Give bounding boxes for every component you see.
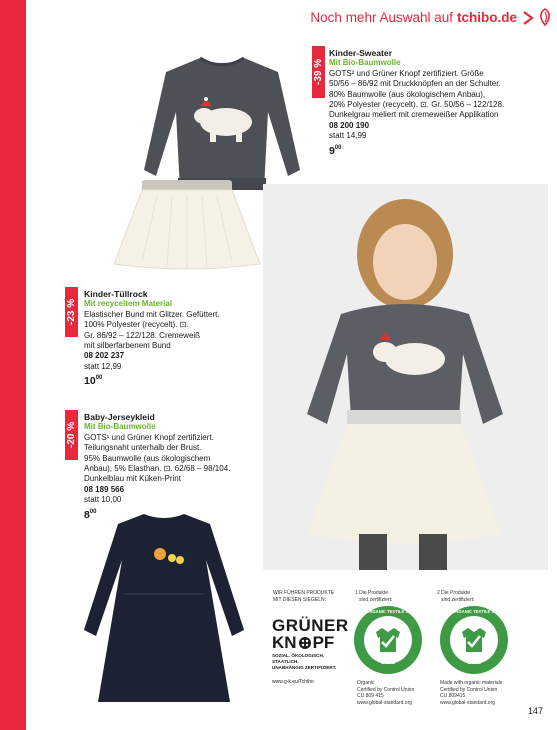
- child-model-photo: [263, 184, 548, 570]
- price-cents: 00: [89, 508, 97, 515]
- cert-foot-line: www.global-standard.org: [440, 699, 496, 706]
- product-subtitle: Mit Bio-Baumwolle: [329, 58, 401, 68]
- page-edge-bar: [0, 0, 26, 730]
- cert-foot-line: CU 809415: [440, 693, 466, 699]
- desc-line: Gr. 86/92 – 122/128. Cremeweiß: [84, 330, 201, 340]
- price: [84, 373, 264, 386]
- price-main: 9: [329, 144, 335, 157]
- certs-intro-line: WIR FÜHREN PRODUKTE: [273, 590, 335, 596]
- gots-ring-text: GLOBAL ORGANIC TEXTILE STANDARD: [347, 609, 429, 614]
- desc-line: 95% Baumwolle (aus ökologischem: [84, 453, 211, 463]
- discount-badge-skirt: -23 %: [65, 287, 78, 337]
- old-price: statt 12,99: [84, 361, 122, 371]
- certs-intro-line: MIT DIESEN SIEGELN:: [273, 596, 326, 603]
- cert-foot-line: CU 809 415: [357, 693, 384, 699]
- desc-line: 50/56 – 86/92 mit Druckknöpfen an der Schulter.: [329, 79, 501, 89]
- header-lead: Noch mehr Auswahl auf: [310, 10, 453, 25]
- discount-badge-dress: -20 %: [65, 410, 78, 460]
- gk-title-1: GRÜNER: [272, 616, 349, 635]
- price-main: 10: [84, 375, 96, 388]
- desc-line: Anbau), 5% Elasthan. ⊡. 62/68 – 98/104.: [84, 464, 231, 474]
- cert-note-line: 1 Die Produkte: [355, 590, 389, 596]
- dress-image: [80, 510, 248, 705]
- header-brand: tchibo.de: [457, 10, 517, 25]
- chevron-right-icon: [521, 11, 535, 25]
- cert2-note: [437, 590, 474, 603]
- old-price: statt 14,99: [329, 131, 367, 141]
- page-number: 147: [527, 706, 543, 716]
- gots-ring-text: GLOBAL ORGANIC TEXTILE STANDARD: [433, 609, 515, 614]
- product-dress[interactable]: [84, 412, 264, 520]
- price-cents: 00: [95, 375, 103, 382]
- gk-title-2: KN: [272, 633, 297, 652]
- tchibo-logo-icon: [537, 8, 553, 26]
- button-icon: [298, 636, 312, 650]
- product-subtitle: Mit Bio-Baumwolle: [84, 422, 156, 432]
- price: [329, 143, 551, 156]
- cert-foot-line: www.global-standard.org: [357, 699, 413, 706]
- price-cents: 00: [334, 144, 342, 151]
- gots-label: GOTS: [466, 660, 482, 666]
- old-price: statt 10,00: [84, 495, 122, 505]
- gk-sub-1: SOZIAL. ÖKOLOGISCH. STAATLICH.: [272, 653, 325, 664]
- desc-line: Elastischer Bund mit Glitzer. Gefüttert.: [84, 309, 220, 319]
- desc-line: 100% Polyester (recycelt). ⊡.: [84, 320, 189, 330]
- gots-organic-seal-icon: [347, 604, 429, 676]
- cert1-footer: [357, 680, 414, 706]
- cert1-note: [355, 590, 392, 603]
- desc-line: Dunkelgrau meliert mit cremeweißer Applikation: [329, 110, 499, 120]
- gk-title-3: PF: [312, 633, 335, 652]
- gots-made-with-organic-seal-icon: [433, 604, 515, 676]
- cert-note-line: sind zertifiziert:: [441, 596, 475, 603]
- certs-intro: [273, 590, 334, 603]
- cert2-footer: [440, 680, 502, 706]
- cert-foot-line: Organic: [357, 680, 375, 686]
- price: [84, 507, 264, 520]
- cert-foot-line: Certified by Control Union: [357, 686, 415, 693]
- sweater-image: [140, 50, 305, 198]
- more-selection-link[interactable]: [310, 10, 535, 25]
- cert-foot-line: Certified by Control Union: [440, 686, 498, 693]
- discount-badge-sweater: -39 %: [312, 46, 325, 98]
- product-skirt[interactable]: [84, 289, 264, 387]
- product-name: Kinder-Sweater: [329, 48, 393, 58]
- article-number: 08 200 190: [329, 120, 370, 130]
- product-sweater[interactable]: [329, 48, 551, 156]
- gots-label: GOTS: [380, 660, 396, 666]
- price-main: 8: [84, 508, 90, 521]
- article-number: 08 202 237: [84, 351, 125, 361]
- skirt-image: [112, 178, 262, 270]
- product-subtitle: Mit recyceltem Material: [84, 299, 173, 309]
- gk-url: www.g-k.eu/Tchibo: [272, 679, 314, 685]
- cert-note-line: sind zertifiziert:: [359, 596, 393, 603]
- gk-sub-2: UNABHÄNGIG ZERTIFIZIERT.: [272, 665, 337, 670]
- product-name: Kinder-Tüllrock: [84, 289, 148, 299]
- desc-line: Dunkelblau mit Küken-Print: [84, 474, 181, 484]
- product-name: Baby-Jerseykleid: [84, 412, 155, 422]
- desc-line: GOTS² und Grüner Knopf zertifiziert. Größe: [329, 68, 484, 78]
- cert-foot-line: Made with organic materials: [440, 680, 503, 686]
- gruener-knopf-logo: [272, 616, 349, 685]
- desc-line: 80% Baumwolle (aus ökologischem Anbau),: [329, 89, 486, 99]
- cert-note-line: 2 Die Produkte: [437, 590, 471, 596]
- desc-line: Teilungsnaht unterhalb der Brust.: [84, 443, 202, 453]
- desc-line: mit silberfarbenem Bund: [84, 341, 171, 351]
- desc-line: 20% Polyester (recycelt). ⊡. Gr. 50/56 – 122/128.: [329, 100, 505, 110]
- desc-line: GOTS¹ und Grüner Knopf zertifiziert.: [84, 432, 214, 442]
- article-number: 08 189 566: [84, 484, 125, 494]
